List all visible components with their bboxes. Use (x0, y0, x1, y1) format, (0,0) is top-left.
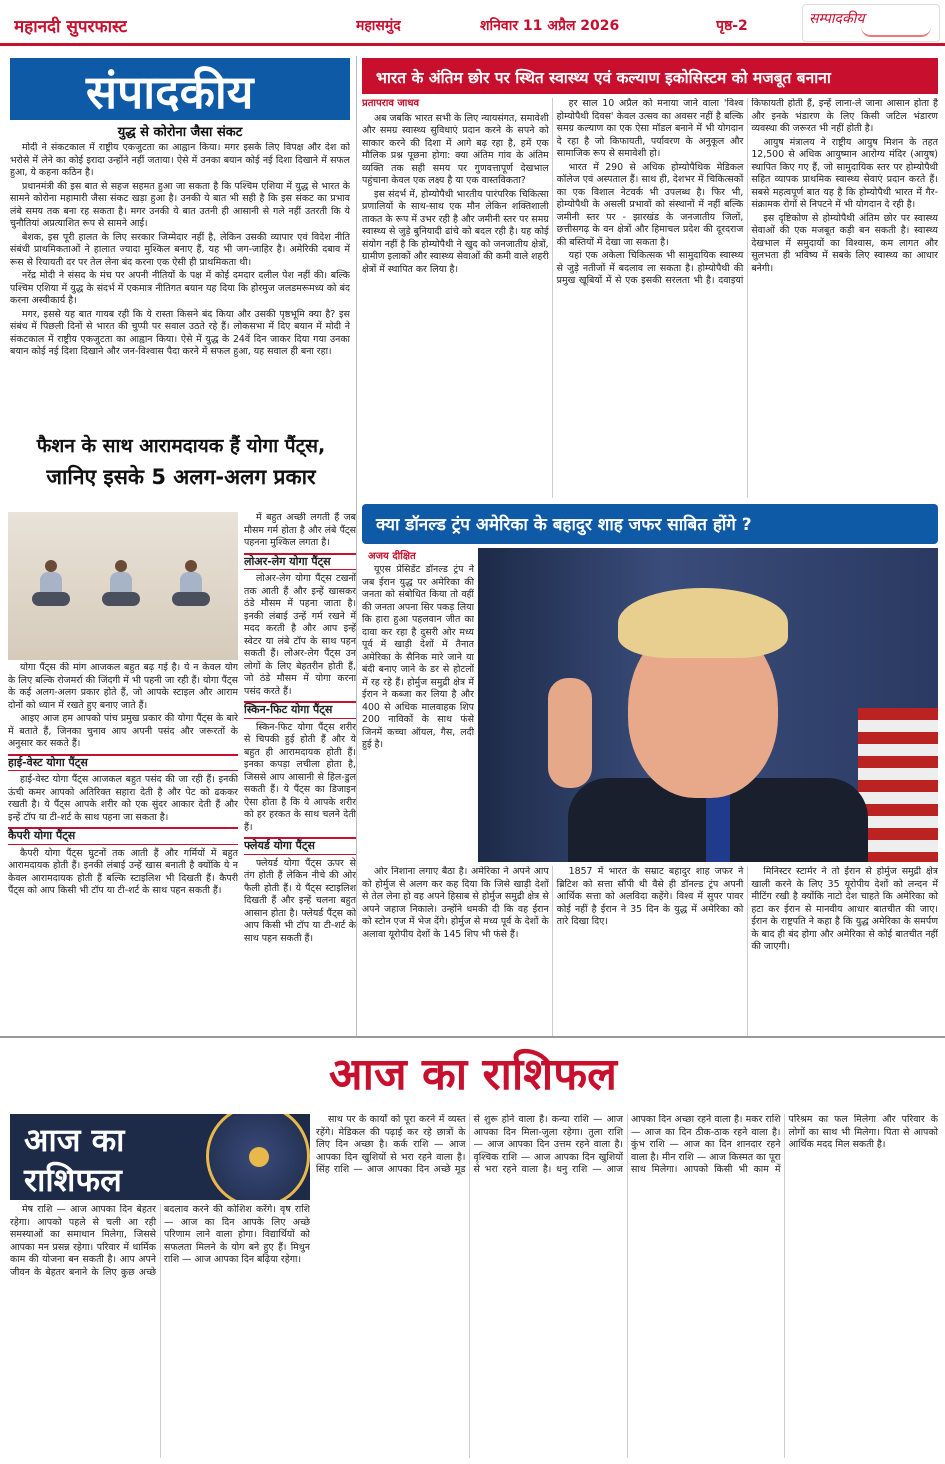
lead-body (362, 98, 938, 498)
trump-left-column (362, 564, 474, 864)
trump-photo (478, 548, 938, 862)
lead-paragraph: इस संदर्भ में, होम्योपैथी भारतीय पारंपरिक चिकित्सा प्रणालियों के साथ-साथ एक मौन लेकिन शक्तिशाली ताकत के रूप में उभर रही है और जमीनी स्तर पर समग्र स्वास्थ्य से जुड़े बुनियादी ढांचे को बदल रही है। यह कोई संयोग नहीं है कि होम्योपैथी ने खुद को जनजातीय क्षेत्रों, ग्रामीण इलाकों और स्वास्थ्य सेवाओं की कमी वाले शहरी क्षेत्रों में स्थापित कर लिया है। (362, 188, 549, 275)
yoga-headline (8, 432, 354, 508)
editorial-paragraph: बेशक, इस पूरी हालत के लिए सरकार जिम्मेदार नहीं है, लेकिन उसकी व्यापार एवं विदेश नीति संबंधी प्राथमिकताओं ने हालात ज्यादा मुश्किल बनाए हैं, यह भी जग-जाहिर है। अमेरिकी दबाव में रूस से रियायती दर पर तेल लेना बंद करना एक ऐसी ही प्राथमिकता थी। (10, 231, 350, 268)
yoga-section-title: लोअर-लेग योगा पैंट्स (244, 553, 356, 571)
trump-paragraph: यूएस प्रेसिडेंट डॉनल्ड ट्रंप ने जब ईरान युद्ध पर अमेरिका की जनता को संबोधित किया तो वहीं की जनता अपना सिर पकड़ लिया कि हारा हुआ पहलवान जीत का दावा कर रहा है दुसरी ओर मध्य पूर्व में खाड़ी देशों में तैनात अमेरिका के सैनिक मारे जाने या बंदी बनाए जाने के डर से होटलों में रह रहे हैं। होर्मुज समुद्री क्षेत्र में ईरान ने कब्जा कर लिया है और 400 से अधिक मालवाहक शिप 200 नाविकों के साथ फंसे जिनमें कच्चा ऑयल, गैस, लदी हुई है। (362, 564, 474, 750)
rashifal-image-line2: राशिफल (24, 1161, 122, 1199)
lead-headline: भारत के अंतिम छोर पर स्थित स्वास्थ्य एवं कल्याण इकोसिस्टम को मजबूत बनाना (376, 69, 831, 87)
section-logo-text: सम्पादकीय (809, 11, 865, 27)
trump-bottom-columns (362, 866, 938, 1036)
rashifal-image (10, 1114, 310, 1200)
tie-shape (706, 788, 730, 862)
hair-shape (618, 588, 788, 658)
lead-paragraph: हर साल 10 अप्रैल को मनाया जाने वाला 'विश्व होम्योपैथी दिवस' केवल उत्सव का अवसर नहीं है बल्कि समग्र कल्याण का एक ऐसा मॉडल बनाने में भी योगदान दे रहा है जो किफायती, पर्यावरण के अनुकूल और सामाजिक रूप से समावेशी हो। (556, 98, 744, 159)
yoga-paragraph: योगा पैंट्स की मांग आजकल बहुत बढ़ गई है। ये न केवल योग के लिए बल्कि रोजमर्रा की जिंदगी में भी पहनी जा रही हैं। योगा पैंट्स के कई अलग-अलग प्रकार होते हैं, जो आपके स्टाइल और आराम दोनों को ध्यान में रखते हुए बनाए जाते हैं। (8, 662, 238, 711)
pen-icon (861, 27, 931, 37)
flag-shape (858, 708, 938, 862)
yoga-paragraph: में बहुत अच्छी लगती हैं जब मौसम गर्म होता है और लंबे पैंट्स पहनना मुश्किल लगता है। (244, 512, 356, 548)
yoga-section-title: हाई-वेस्ट योगा पैंट्स (8, 754, 238, 772)
editorial-paragraph: मोदी ने संकटकाल में राष्ट्रीय एकजुटता का आह्वान किया। मगर इसके लिए विपक्ष और देश को भरोसे में लेने का कोई इरादा उन्होंने नहीं जताया। ऐसे में उनका बयान कोई नई दिशा दिखाने में सफल हुआ, ये कहना कठिन है। (10, 142, 350, 178)
trump-paragraph: मिनिस्टर स्टार्मर ने तो ईरान से होर्मुज समुद्री क्षेत्र खाली करने के लिए 35 यूरोपीय देशों को लन्दन में मीटिंग रखी है क्योंकि नाटो देश चाहते कि अमेरिका को हटा कर ईरान से मानवीय आधार बातचीत की जाए। ईरान के राष्ट्रपति ने कहा है कि युद्ध अमेरिका के समर्पण के बाद ही बंद होगा और अमेरिका से कोई बातचीत नहीं की जाएगी। (751, 866, 938, 952)
masthead (0, 0, 945, 46)
page-number: पृष्ठ-2 (716, 18, 748, 34)
lead-paragraph: अब जबकि भारत सभी के लिए न्यायसंगत, समावेशी और समग्र स्वास्थ्य सुविधाएं प्रदान करने के सपने को साकार करने की दिशा में आगे बढ़ रहा है, हमें एक मौलिक प्रश्न पूछना होगा: क्या अंतिम गांव के अंतिम व्यक्ति तक सही समय पर गुणवत्तापूर्ण देखभाल पहुंचाना केवल एक लक्ष्य है या एक वास्तविकता? (362, 112, 549, 186)
yoga-left-column (8, 662, 238, 1012)
rashifal-headline-text: आज का राशिफल (329, 1049, 617, 1100)
yoga-section-title: कैपरी योगा पैंट्स (8, 827, 238, 845)
editorial-paragraph: नरेंद्र मोदी ने संसद के मंच पर अपनी नीतियों के पक्ष में कोई दमदार दलील पेश नहीं की। बल्कि पश्चिम एशिया में युद्ध के संदर्भ में एकमात्र नीतिगत बयान यह दिया कि होरमुज जलडमरूमध्य को बंद करना अस्वीकार्य है। (10, 270, 350, 306)
yoga-section-text: कैपरी योगा पैंट्स घुटनों तक आती हैं और गर्मियों में बहुत आरामदायक होती हैं। इनकी लंबाई उन्हें खास बनाती है क्योंकि ये न केवल आरामदायक होती हैं बल्कि स्टाइलिश भी दिखती हैं। कैपरी पैंट्स को आप किसी भी टॉप या टी-शर्ट के साथ पहन सकती हैं। (8, 847, 238, 896)
yoga-section-text: हाई-वेस्ट योगा पैंट्स आजकल बहुत पसंद की जा रही हैं। इनकी ऊंची कमर आपको अतिरिक्त सहारा देती है और पेट को ढककर रखती है। ये पैंट्स आपके शरीर को एक सुंदर आकार देती हैं और इन्हें टॉप या टी-शर्ट के साथ पहना जा सकता है। (8, 774, 238, 823)
yoga-figure (38, 560, 64, 620)
lead-byline: प्रतापराव जाधव (362, 98, 420, 109)
yoga-photo (8, 512, 238, 660)
city-name: महासमुंद (356, 18, 401, 34)
rashifal-headline (8, 1040, 938, 1110)
yoga-section-title: फ्लेयर्ड योगा पैंट्स (244, 837, 356, 855)
section-logo (802, 4, 940, 42)
zodiac-wheel-icon (206, 1114, 310, 1200)
trump-headline-bar (362, 504, 938, 544)
rashifal-image-line1: आज का (24, 1121, 125, 1159)
yoga-headline-line1: फैशन के साथ आरामदायक हैं योगा पैंट्स, (36, 435, 326, 457)
lead-paragraph: भारत में 290 से अधिक होम्योपैथिक मेडिकल कॉलेज एवं अस्पताल हैं। साथ ही, देशभर में चिकित्सकों का एक विशाल नेटवर्क भी उपलब्ध है। फिर भी, होम्योपैथी के असली प्रभावों को संस्थानों में नहीं बल्कि जमीनी स्तर पर - झारखंड के जनजातीय जिलों, छत्तीसगढ़ के वन क्षेत्रों और हिमाचल प्रदेश की दूरदराज की बस्तियों में देखा जा सकता है। (556, 161, 744, 248)
lead-headline-bar (362, 58, 938, 94)
rashifal-right-columns (316, 1114, 938, 1458)
editorial-paragraph: प्रधानमंत्री की इस बात से सहज सहमत हुआ जा सकता है कि पश्चिम एशिया में युद्ध से भारत के सामने कोरोना महामारी जैसा संकट खड़ा हुआ है। उनकी ये बात भी सही है कि इस संकट का प्रभाव लंबे समय तक बना रह सकता है। मगर उनकी ये बात उतनी ही आसानी से गले नहीं उतरती कि ये चुनौतियां अप्रत्याशित रूप से सामने आई। (10, 180, 350, 229)
yoga-section-text: स्किन-फिट योगा पैंट्स शरीर से चिपकी हुई होती हैं और ये बहुत ही आरामदायक होती हैं। इनका कपड़ा लचीला होता है, जिससे आप आसानी से हिल-डुल सकती हैं। ये पैंट्स का डिजाइन ऐसा होता है कि ये आपके शरीर को हर हरकत के साथ चलने देती हैं। (244, 721, 356, 833)
editorial-body (10, 142, 350, 422)
trump-headline: क्या डॉनल्ड ट्रंप अमेरिका के बहादुर शाह जफर साबित होंगे ? (376, 515, 752, 535)
trump-paragraph: ओर निशाना लगाए बैठा है। अमेरिका ने अपने आप को होर्मुज से अलग कर कह दिया कि जिसे खाड़ी देशों से तेल लेना हो वह अपने हिसाब से होर्मुज समुद्री क्षेत्र से अपने जहाज निकाले। उन्होंने धमकी दी कि वह ईरान को स्टोन एज में भेज देंगे। होर्मुज से मध्य पूर्व के देशों के अलावा यूरोपीय देशों के 145 शिप भी फंसे हैं। (362, 866, 549, 940)
publication-name: महानदी सुपरफास्ट (14, 17, 128, 37)
hand-shape (548, 678, 592, 788)
editorial-title: युद्ध से कोरोना जैसा संकट (117, 125, 243, 140)
rashifal-text: मेष राशि — आज आपका दिन बेहतर रहेगा। आपको पहले से चली आ रही समस्याओं का समाधान मिलेगा, जिससे आपका मन प्रसन्न रहेगा। परिवार में धार्मिक काम की योजना बन सकती है। आप अपने जीवन के बेहतर बनाने के लिए कुछ अच्छे बदलाव करने की कोशिश करेंगे। वृष राशि — आज का दिन आपके लिए अच्छे परिणाम लाने वाला होगा। विद्यार्थियों को सफलता मिलने के योग बने हुए हैं। मिथुन राशि — आज आपका दिन बढ़िया रहेगा। (10, 1204, 310, 1278)
rashifal-left-columns (10, 1204, 310, 1458)
trump-paragraph: 1857 में भारत के सम्राट बहादुर शाह जफर ने ब्रिटिश को सत्ता सौंपी थी वैसे ही डॉनल्ड ट्रंप अपनी आर्थिक सत्ता को अलविदा कहेंगे। विश्व में सुपर पावर कोई नहीं है ईरान ने 35 दिन के युद्ध में अमेरिका को तारे दिखा दिए। (556, 866, 744, 927)
issue-date: शनिवार 11 अप्रैल 2026 (480, 18, 620, 34)
section-divider (0, 1036, 945, 1038)
rashifal-text: साथ पर के कार्यों को पूरा करने में व्यस्त रहेंगे। मेडिकल की पढ़ाई कर रहे छात्रों के लिए दिन अच्छा है। कर्क राशि — आज आपका दिन खुशियों से भरा रहने वाला है। सिंह राशि — आज आपका दिन अच्छे मूड से शुरू होने वाला है। कन्या राशि — आज आपका दिन मिला-जुला रहेगा। तुला राशि — आज आपका दिन उत्तम रहने वाला है। वृश्चिक राशि — आज आपका दिन खुशियों से भरा रहने वाला है। धनु राशि — आज आपका दिन अच्छा रहने वाला है। मकर राशि — आज का दिन ठीक-ठाक रहने वाला है। कुंभ राशि — आज का दिन शानदार रहने वाला है। मीन राशि — आज किस्मत का पूरा साथ मिलेगा। आपको किसी भी काम में परिश्रम का फल मिलेगा और परिवार के लोगों का साथ भी मिलेगा। पिता से आपको आर्थिक मदद मिल सकती है। (316, 1114, 938, 1175)
yoga-right-column (244, 512, 356, 1012)
trump-byline: अजय दीक्षित (368, 551, 416, 562)
lead-paragraph: इस दृष्टिकोण से होम्योपैथी अंतिम छोर पर स्वास्थ्य सेवाओं की एक मजबूत कड़ी बन सकती है। स्वास्थ्य देखभाल में समुदायों का विश्वास, कम लागत और सुलभता ही भविष्य में सबके लिए स्वास्थ्य का आधार बनेगी। (751, 212, 938, 274)
column-divider (356, 56, 357, 1036)
yoga-figure (108, 560, 134, 620)
lead-paragraph: यहां एक अकेला चिकित्सक भी सामुदायिक स्वास्थ्य से जुड़े नतीजों में बदलाव ला सकता है। होम्योपैथी की प्रमुख खूबियों में से एक इसकी सरलता भी है। दवाइयां किफायती होती हैं, इन्हें लाना-ले जाना आसान होता है और इनके भंडारण के लिए किसी जटिल भंडारण व्यवस्था की जरूरत भी नहीं होती है। (556, 98, 938, 286)
lead-paragraph: आयुष मंत्रालय ने राष्ट्रीय आयुष मिशन के तहत 12,500 से अधिक आयुष्मान आरोग्य मंदिर (आयुष) स्थापित किए गए हैं, जो सामुदायिक स्तर पर होम्योपैथी सहित व्यापक प्राथमिक स्वास्थ्य सेवाएं प्रदान करते हैं। सबसे महत्वपूर्ण बात यह है कि होम्योपैथी भारत में गैर-संक्रामक रोगों से निपटने में भी योगदान दे रही है। (751, 136, 938, 210)
yoga-section-title: स्किन-फिट योगा पैंट्स (244, 701, 356, 719)
editorial-banner (10, 58, 350, 120)
yoga-paragraph: आइए आज हम आपको पांच प्रमुख प्रकार की योगा पैंट्स के बारे में बताते हैं, जिनका चुनाव आप अपनी पसंद और जरूरतों के अनुसार कर सकते हैं। (8, 713, 238, 749)
yoga-section-text: लोअर-लेग योगा पैंट्स टखनों तक आती हैं और इन्हें खासकर ठंडे मौसम में पहना जाता है। इनकी लंबाई उन्हें गर्म रखने में मदद करती है और आप इन्हें स्वेटर या लंबे टॉप के साथ पहन सकती हैं। लोअर-लेग पैंट्स उन लोगों के लिए बेहतरीन होती हैं, जो ठंडे मौसम में योगा करना पसंद करते हैं। (244, 573, 356, 697)
yoga-figure (178, 560, 204, 620)
yoga-headline-line2: जानिए इसके 5 अलग-अलग प्रकार (46, 465, 316, 489)
yoga-section-text: फ्लेयर्ड योगा पैंट्स ऊपर से तंग होती हैं लेकिन नीचे की ओर फैली होती हैं। ये पैंट्स स्टाइलिश दिखती हैं और इन्हें चलना बहुत आसान होता है। फ्लेयर्ड पैंट्स को आप किसी भी टॉप या टी-शर्ट के साथ पहन सकती हैं। (244, 857, 356, 944)
editorial-banner-text: संपादकीय (86, 65, 254, 119)
editorial-paragraph: मगर, इससे यह बात गायब रही कि ये रास्ता किसने बंद किया और उसकी पृष्ठभूमि क्या है? इस संबंध में पिछली दिनों से भारत की चुप्पी पर सवाल उठते रहे हैं। लोकसभा में दिए बयान में मोदी ने संकटकाल में राष्ट्रीय एकजुटता का आह्वान किया। ऐसे में युद्ध के 24वें दिन जाकर दिया गया उनका बयान कोई नई दिशा दिखाने और जन-विश्वास पैदा करने में सफल हुआ, यह सवाल ही बना रहा। (10, 308, 350, 357)
